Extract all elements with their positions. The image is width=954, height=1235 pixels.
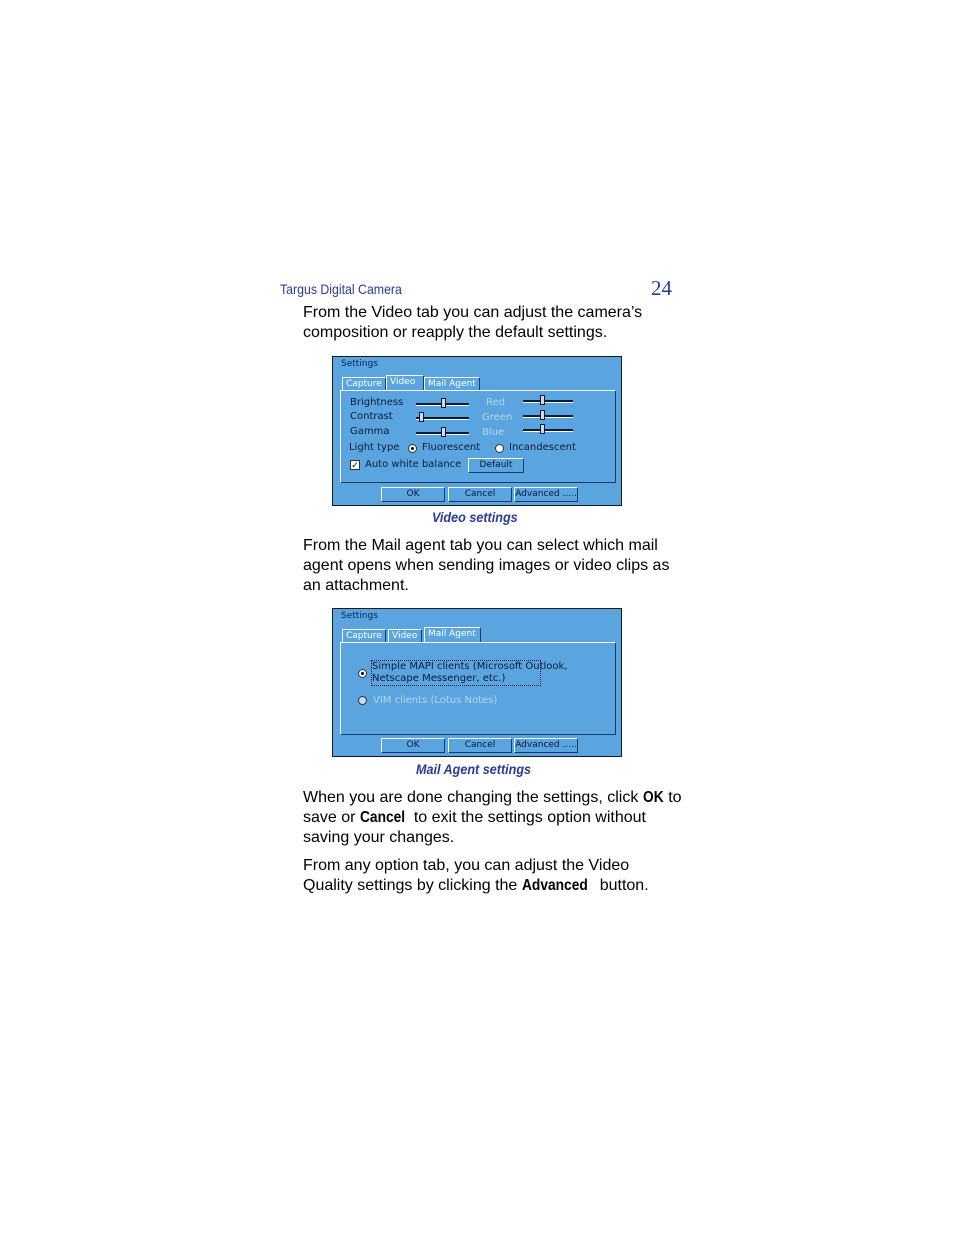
green-slider-track[interactable] <box>523 415 573 418</box>
tab-capture[interactable]: Capture <box>342 377 386 391</box>
green-label: Green <box>482 412 513 423</box>
vim-clients-label: VIM clients (Lotus Notes) <box>373 695 498 706</box>
ok-button[interactable]: OK <box>381 738 445 753</box>
incandescent-label: Incandescent <box>509 442 576 453</box>
video-settings-caption: Video settings <box>432 509 518 525</box>
tab-mail-agent[interactable]: Mail Agent <box>424 377 480 391</box>
page-number: 24 <box>651 276 672 300</box>
cancel-button[interactable]: Cancel <box>448 487 512 502</box>
tab-video[interactable]: Video <box>386 375 424 391</box>
advanced-button[interactable]: Advanced ..... <box>514 487 578 502</box>
cancel-button[interactable]: Cancel <box>448 738 512 753</box>
green-slider-thumb[interactable] <box>540 410 545 420</box>
simple-mapi-label-line1: Simple MAPI clients (Microsoft Outlook, <box>372 661 568 672</box>
dialog-title: Settings <box>341 359 378 369</box>
mail-agent-tab-panel <box>340 642 616 735</box>
simple-mapi-label-line2: Netscape Messenger, etc.) <box>372 673 506 684</box>
red-label: Red <box>486 397 505 408</box>
paragraph-ok-cancel <box>303 788 683 848</box>
fluorescent-radio[interactable] <box>408 444 417 453</box>
paragraph-advanced <box>303 856 683 896</box>
blue-label: Blue <box>482 427 505 438</box>
brightness-slider-thumb[interactable] <box>441 398 446 408</box>
auto-white-balance-label: Auto white balance <box>365 459 462 470</box>
incandescent-radio[interactable] <box>495 444 504 453</box>
paragraph-mail-intro: From the Mail agent tab you can select which mail agent opens when sending images or video clips as an attachment. <box>303 537 670 594</box>
p3-text-c: to exit the settings option without saving your changes. <box>303 809 646 846</box>
gamma-slider-thumb[interactable] <box>441 427 446 437</box>
red-slider-thumb[interactable] <box>540 395 545 405</box>
auto-white-balance-checkbox[interactable]: ✓ <box>351 460 359 470</box>
tab-video[interactable]: Video <box>388 629 422 643</box>
brightness-label: Brightness <box>350 397 404 408</box>
contrast-slider-thumb[interactable] <box>419 412 424 422</box>
video-tab-panel <box>340 390 616 483</box>
advanced-button[interactable]: Advanced ..... <box>514 738 578 753</box>
tab-mail-agent[interactable]: Mail Agent <box>424 627 481 643</box>
mail-agent-settings-caption: Mail Agent settings <box>416 761 532 777</box>
blue-slider-thumb[interactable] <box>540 424 545 434</box>
simple-mapi-radio[interactable] <box>358 669 367 678</box>
running-header: Targus Digital Camera <box>280 281 402 297</box>
tab-capture[interactable]: Capture <box>342 629 386 643</box>
cancel-keyword: Cancel <box>359 809 406 826</box>
p3-text-b: to save or <box>303 789 682 826</box>
p4-text-a: From any option tab, you can adjust the Video Quality settings by clicking the <box>303 857 630 894</box>
p3-text-a: When you are done changing the settings, click <box>303 789 639 806</box>
contrast-label: Contrast <box>350 411 393 422</box>
ok-keyword: OK <box>642 789 664 806</box>
mail-agent-settings-dialog <box>332 608 622 757</box>
blue-slider-track[interactable] <box>523 429 573 432</box>
fluorescent-label: Fluorescent <box>422 442 481 453</box>
light-type-label: Light type <box>349 442 400 453</box>
vim-clients-radio[interactable] <box>358 696 367 705</box>
paragraph-video-intro: From the Video tab you can adjust the camera’s composition or reapply the default settings. <box>303 304 643 341</box>
p4-text-b: button. <box>599 877 649 894</box>
advanced-keyword: Advanced <box>521 877 588 894</box>
gamma-label: Gamma <box>350 426 390 437</box>
default-button[interactable]: Default <box>468 458 524 473</box>
dialog-title: Settings <box>341 611 378 621</box>
video-settings-dialog <box>332 356 622 506</box>
ok-button[interactable]: OK <box>381 487 445 502</box>
red-slider-track[interactable] <box>523 400 573 403</box>
